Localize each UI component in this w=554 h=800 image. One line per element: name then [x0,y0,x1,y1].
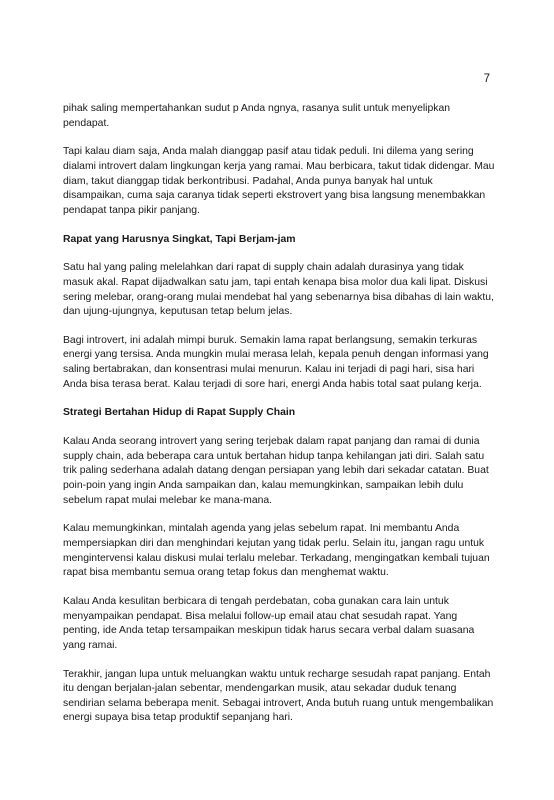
document-body [63,102,495,740]
section-heading: Strategi Bertahan Hidup di Rapat Supply Chain [63,407,296,419]
paragraph: Bagi introvert, ini adalah mimpi buruk. Semakin lama rapat berlangsung, semakin terkuras energi yang tersisa. Anda mungkin mulai merasa lelah, kepala penuh dengan informasi yang saling bertabrakan, dan konsentrasi mulai menurun. Kalau ini terjadi di pagi hari, sisa hari Anda bisa terasa berat. Kalau terjadi di sore hari, energi Anda habis total saat pulang kerja. [63,334,489,390]
paragraph: Satu hal yang paling melelahkan dari rapat di supply chain adalah durasinya yang tidak masuk akal. Rapat dijadwalkan satu jam, tapi entah kenapa bisa molor dua kali lipat. Diskusi sering melebar, orang-orang mulai mendebat hal yang sebenarnya bisa dibahas di lain waktu, dan ujung-ujungnya, keputusan tetap belum jelas. [63,262,494,318]
paragraph: Kalau memungkinkan, mintalah agenda yang jelas sebelum rapat. Ini membantu Anda mempersiapkan diri dan menghindari kejutan yang tidak perlu. Selain itu, jangan ragu untuk mengintervensi kalau diskusi mulai terlalu melebar. Terkadang, mengingatkan kembali tujuan rapat bisa membantu semua orang tetap fokus dan menghemat waktu. [63,523,490,579]
page-number: 7 [483,73,490,85]
paragraph: Tapi kalau diam saja, Anda malah dianggap pasif atau tidak peduli. Ini dilema yang sering dialami introvert dalam lingkungan kerja yang ramai. Mau berbicara, takut tidak didengar. Mau diam, takut dianggap tidak berkontribusi. Padahal, Anda punya banyak hal untuk disampaikan, cuma saja caranya tidak seperti ekstrovert yang bisa langsung menembakkan pendapat tanpa pikir panjang. [63,146,495,216]
paragraph: Kalau Anda seorang introvert yang sering terjebak dalam rapat panjang dan ramai di dunia supply chain, ada beberapa cara untuk bertahan hidup tanpa kehilangan jati diri. Salah satu trik paling sederhana adalah datang dengan persiapan yang lebih dari sekadar catatan. Buat poin-poin yang ingin Anda sampaikan dan, kalau memungkinkan, sampaikan lebih dulu sebelum rapat mulai melebar ke mana-mana. [63,436,489,506]
paragraph: Terakhir, jangan lupa untuk meluangkan waktu untuk recharge sesudah rapat panjang. Entah itu dengan berjalan-jalan sebentar, mendengarkan musik, atau sekadar duduk tenang sendirian selama beberapa menit. Sebagai introvert, Anda butuh ruang untuk mengembalikan energi supaya bisa tetap produktif sepanjang hari. [63,668,494,724]
paragraph: pihak saling mempertahankan sudut p Anda ngnya, rasanya sulit untuk menyelipkan pendapat. [63,103,451,129]
paragraph: Kalau Anda kesulitan berbicara di tengah perdebatan, coba gunakan cara lain untuk menyampaikan pendapat. Bisa melalui follow-up email atau chat sesudah rapat. Yang penting, ide Anda tetap tersampaikan meskipun tidak harus secara verbal dalam suasana yang ramai. [63,595,475,651]
section-heading: Rapat yang Harusnya Singkat, Tapi Berjam-jam [63,233,296,245]
